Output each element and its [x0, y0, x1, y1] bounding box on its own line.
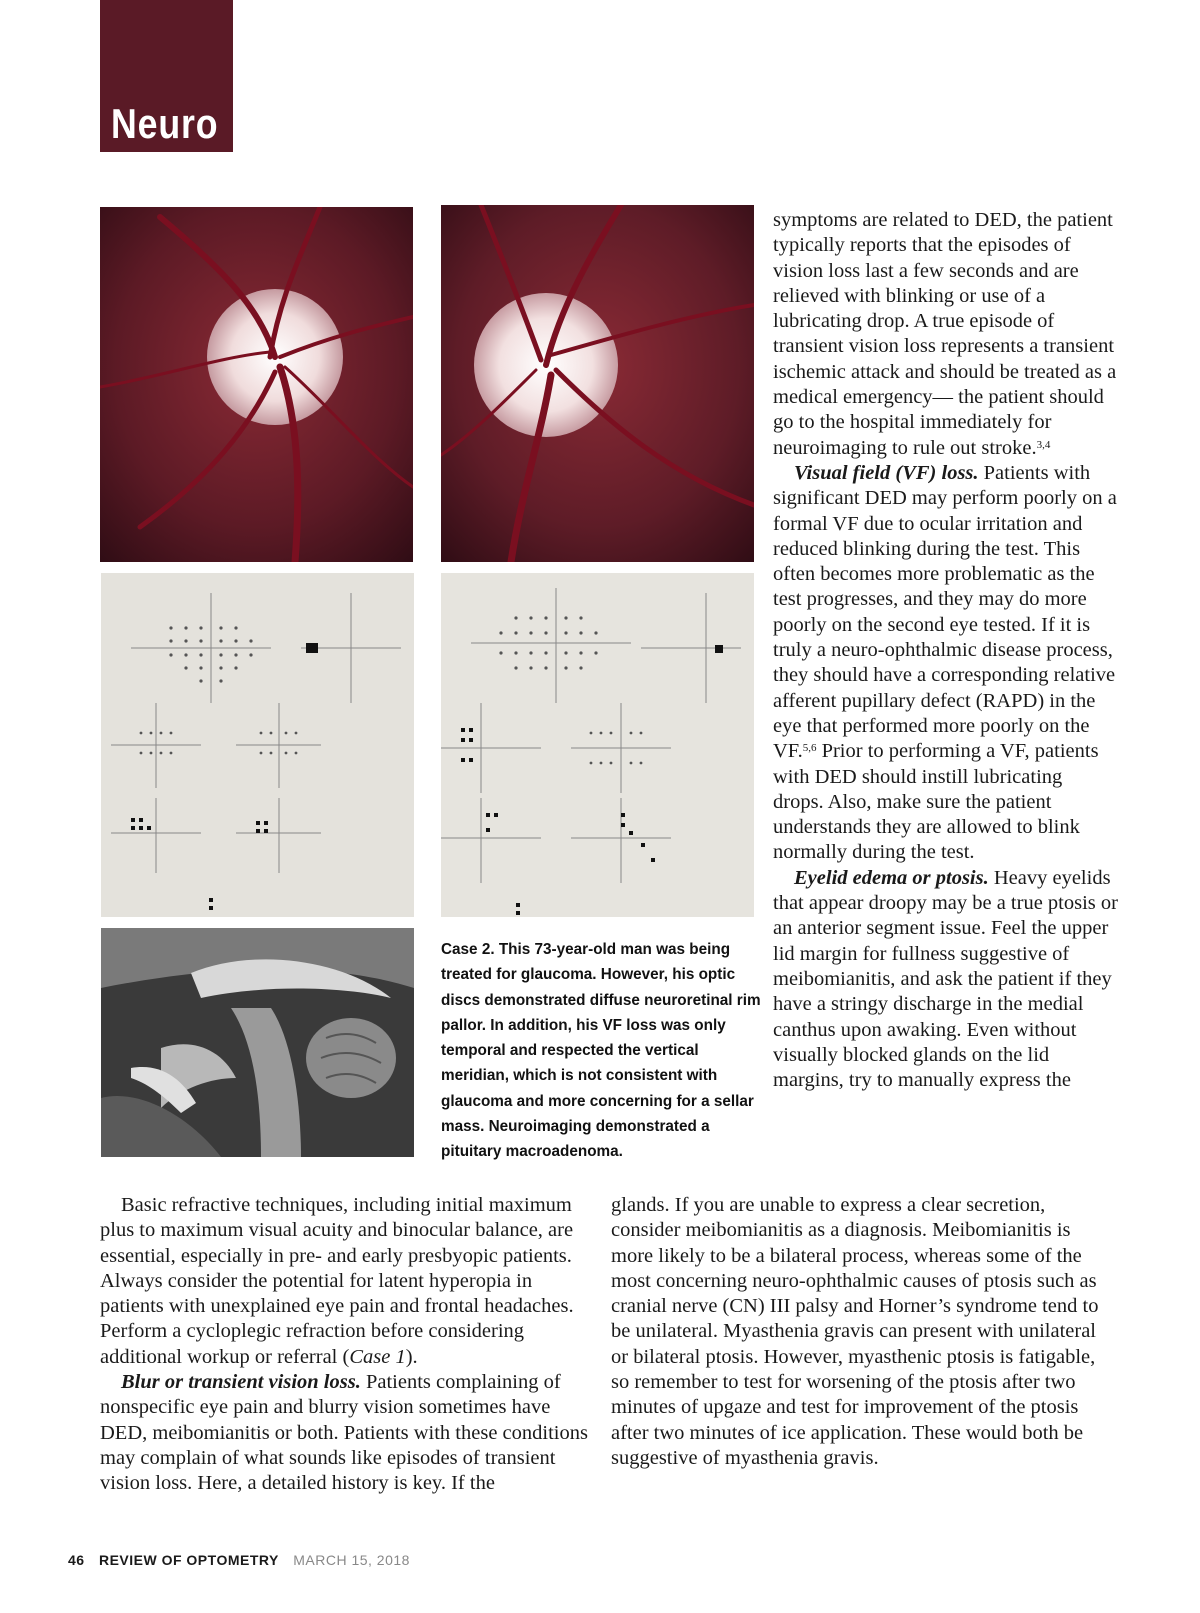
section-tab — [100, 0, 233, 152]
optic-disc-photo-left — [100, 207, 413, 562]
case-reference: Case 1 — [349, 1345, 406, 1368]
subhead: Visual field (VF) loss. — [794, 461, 979, 484]
paragraph-text: Basic refractive techniques, including initial maximum plus to maximum visual acuity and binocular balance, are essential, especially in pre- and early presbyopic patients. Always consider the potential for latent hyperopia in patients with unexplained eye pain and frontal headaches. Perform a cycloplegic refraction before considering additional workup or referral ( — [100, 1194, 574, 1368]
paragraph — [100, 1370, 600, 1496]
caption-text: This 73-year-old man was being treated for glaucoma. However, his optic discs demonstrated diffuse neuroretinal rim pallor. In addition, his VF loss was only temporal and respected the vertical meridian, which is not consistent with glaucoma and more concerning for a sellar mass. Neuroimaging demonstrated a pituitary macroadenoma. — [441, 941, 761, 1161]
page-footer — [68, 1552, 410, 1568]
article-column-left-bottom — [100, 1193, 600, 1497]
visual-field-left — [101, 573, 414, 917]
paragraph — [100, 1193, 600, 1370]
citation: 3,4 — [1036, 438, 1051, 451]
subhead: Eyelid edema or ptosis. — [794, 866, 989, 889]
article-column-right-bottom — [611, 1193, 1111, 1471]
paragraph-text: Prior to performing a VF, patients with DED should instill lubricating drops. Also, make sure the patient understands they are allowed to blink normally during the test. — [773, 740, 1099, 864]
visual-field-right — [441, 573, 754, 917]
paragraph-text: Heavy eyelids that appear droopy may be a true ptosis or an anterior segment issue. Feel the upper lid margin for fullness suggestive of meibomianitis, and ask the patient if they have a stringy discharge in the medial canthus upon awaking. Even without visually blocked glands on the lid margins, try to manually express the — [773, 866, 1118, 1092]
caption-lead: Case 2. — [441, 941, 495, 958]
paragraph — [773, 208, 1118, 461]
citation: 5,6 — [802, 742, 817, 755]
section-label: Neuro — [111, 100, 219, 147]
sagittal-mri — [101, 928, 414, 1157]
paragraph: glands. If you are unable to express a clear secretion, consider meibomianitis as a diagnosis. Meibomianitis is more likely to be a bilateral process, whereas some of the most concerning neuro-ophthalmic causes of ptosis such as cranial nerve (CN) III palsy and Horner’s syndrome tend to be unilateral. Myasthenia gravis can present with unilateral or bilateral ptosis. However, myasthenic ptosis is fatigable, so remember to test for worsening of the ptosis after two minutes of upgaze and test for improvement of the ptosis after two minutes of ice application. These would both be suggestive of myasthenia gravis. — [611, 1194, 1099, 1469]
figure-caption — [441, 937, 761, 1165]
paragraph-text: ). — [405, 1345, 418, 1368]
publication-name: REVIEW OF OPTOMETRY — [98, 1552, 279, 1568]
optic-disc-photo-right — [441, 205, 754, 562]
paragraph-text: Patients complaining of nonspecific eye pain and blurry vision sometimes have DED, meibomianitis or both. Patients with these conditions may complain of what sounds like episodes of transient vision loss. Here, a detailed history is key. If the — [100, 1371, 588, 1495]
paragraph-text: symptoms are related to DED, the patient typically reports that the episodes of vision loss last a few seconds and are relieved with blinking or use of a lubricating drop. A true episode of transient vision loss represents a transient ischemic attack and should be treated as a medical emergency— the patient should go to the hospital immediately for neuroimaging to rule out stroke. — [773, 209, 1117, 459]
issue-date: MARCH 15, 2018 — [293, 1552, 410, 1568]
paragraph — [773, 866, 1118, 1094]
paragraph — [773, 461, 1118, 866]
article-column-right-top — [773, 208, 1118, 1093]
subhead: Blur or transient vision loss. — [121, 1371, 361, 1394]
page-number: 46 — [68, 1552, 85, 1568]
paragraph-text: Patients with significant DED may perform poorly on a formal VF due to ocular irritation and reduced blinking during the test. This often becomes more problematic as the test progresses, and they may do more poorly on the second eye tested. If it is truly a neuro-ophthalmic disease process, they should have a corresponding relative afferent pupillary defect (RAPD) in the eye that performed more poorly on the VF. — [773, 461, 1117, 763]
